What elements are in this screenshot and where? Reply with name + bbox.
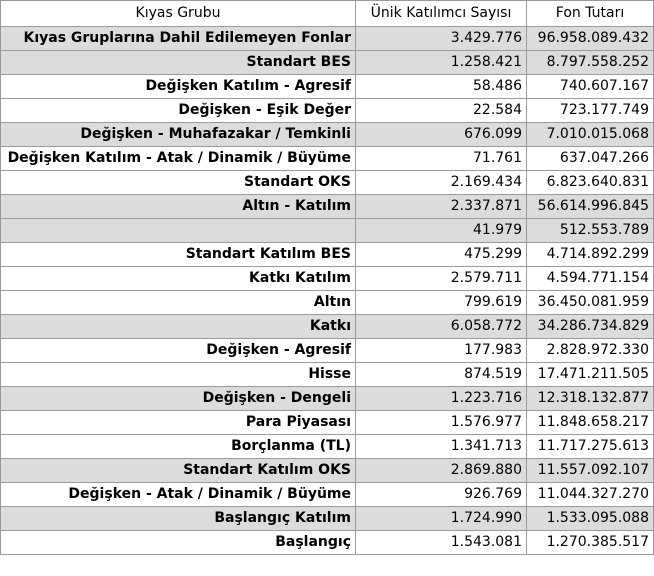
group-cell: Başlangıç <box>1 531 356 555</box>
table-row <box>1 75 654 99</box>
group-cell: Değişken - Eşik Değer <box>1 99 356 123</box>
group-cell: Değişken - Atak / Dinamik / Büyüme <box>1 483 356 507</box>
participants-cell: 2.579.711 <box>356 267 527 291</box>
table-row <box>1 123 654 147</box>
amount-cell: 512.553.789 <box>527 219 654 243</box>
amount-cell: 4.594.771.154 <box>527 267 654 291</box>
group-cell: Kıyas Gruplarına Dahil Edilemeyen Fonlar <box>1 27 356 51</box>
amount-cell: 740.607.167 <box>527 75 654 99</box>
participants-cell: 926.769 <box>356 483 527 507</box>
amount-cell: 2.828.972.330 <box>527 339 654 363</box>
table-row <box>1 339 654 363</box>
table-row <box>1 435 654 459</box>
group-cell: Değişken - Agresif <box>1 339 356 363</box>
participants-cell: 22.584 <box>356 99 527 123</box>
table-row <box>1 99 654 123</box>
participants-cell: 799.619 <box>356 291 527 315</box>
amount-cell: 1.270.385.517 <box>527 531 654 555</box>
amount-cell: 8.797.558.252 <box>527 51 654 75</box>
header-participants: Ünik Katılımcı Sayısı <box>356 1 527 27</box>
group-cell: Altın <box>1 291 356 315</box>
participants-cell: 1.576.977 <box>356 411 527 435</box>
group-cell: Katkı <box>1 315 356 339</box>
participants-cell: 1.258.421 <box>356 51 527 75</box>
amount-cell: 7.010.015.068 <box>527 123 654 147</box>
group-cell: Standart Katılım BES <box>1 243 356 267</box>
table-row <box>1 219 654 243</box>
header-amount: Fon Tutarı <box>527 1 654 27</box>
table-row <box>1 27 654 51</box>
group-cell: Standart Katılım OKS <box>1 459 356 483</box>
participants-cell: 177.983 <box>356 339 527 363</box>
group-cell: Para Piyasası <box>1 411 356 435</box>
group-cell: Değişken Katılım - Atak / Dinamik / Büyüme <box>1 147 356 171</box>
table-header-row <box>1 1 654 27</box>
table-row <box>1 507 654 531</box>
participants-cell: 71.761 <box>356 147 527 171</box>
participants-cell: 6.058.772 <box>356 315 527 339</box>
group-cell: Borçlanma (TL) <box>1 435 356 459</box>
amount-cell: 56.614.996.845 <box>527 195 654 219</box>
table-row <box>1 243 654 267</box>
amount-cell: 11.848.658.217 <box>527 411 654 435</box>
table-row <box>1 267 654 291</box>
table-row <box>1 171 654 195</box>
participants-cell: 2.337.871 <box>356 195 527 219</box>
participants-cell: 874.519 <box>356 363 527 387</box>
table-row <box>1 291 654 315</box>
group-cell: Standart BES <box>1 51 356 75</box>
participants-cell: 3.429.776 <box>356 27 527 51</box>
amount-cell: 1.533.095.088 <box>527 507 654 531</box>
group-cell: Değişken - Muhafazakar / Temkinli <box>1 123 356 147</box>
amount-cell: 11.557.092.107 <box>527 459 654 483</box>
amount-cell: 4.714.892.299 <box>527 243 654 267</box>
group-cell: Katkı Katılım <box>1 267 356 291</box>
header-group: Kıyas Grubu <box>1 1 356 27</box>
table-row <box>1 363 654 387</box>
table-row <box>1 147 654 171</box>
group-cell: Başlangıç Katılım <box>1 507 356 531</box>
amount-cell: 36.450.081.959 <box>527 291 654 315</box>
amount-cell: 11.717.275.613 <box>527 435 654 459</box>
participants-cell: 1.341.713 <box>356 435 527 459</box>
participants-cell: 2.169.434 <box>356 171 527 195</box>
table-row <box>1 483 654 507</box>
table-row <box>1 411 654 435</box>
group-cell <box>1 219 356 243</box>
participants-cell: 1.724.990 <box>356 507 527 531</box>
participants-cell: 475.299 <box>356 243 527 267</box>
table-row <box>1 387 654 411</box>
group-cell: Değişken - Dengeli <box>1 387 356 411</box>
amount-cell: 637.047.266 <box>527 147 654 171</box>
participants-cell: 1.223.716 <box>356 387 527 411</box>
participants-cell: 2.869.880 <box>356 459 527 483</box>
amount-cell: 11.044.327.270 <box>527 483 654 507</box>
table-row <box>1 51 654 75</box>
amount-cell: 96.958.089.432 <box>527 27 654 51</box>
group-cell: Hisse <box>1 363 356 387</box>
amount-cell: 12.318.132.877 <box>527 387 654 411</box>
group-cell: Değişken Katılım - Agresif <box>1 75 356 99</box>
amount-cell: 723.177.749 <box>527 99 654 123</box>
participants-cell: 58.486 <box>356 75 527 99</box>
table-row <box>1 315 654 339</box>
group-cell: Altın - Katılım <box>1 195 356 219</box>
amount-cell: 6.823.640.831 <box>527 171 654 195</box>
participants-cell: 41.979 <box>356 219 527 243</box>
table-row <box>1 531 654 555</box>
participants-cell: 1.543.081 <box>356 531 527 555</box>
table-row <box>1 459 654 483</box>
table-row <box>1 195 654 219</box>
amount-cell: 17.471.211.505 <box>527 363 654 387</box>
group-cell: Standart OKS <box>1 171 356 195</box>
participants-cell: 676.099 <box>356 123 527 147</box>
amount-cell: 34.286.734.829 <box>527 315 654 339</box>
